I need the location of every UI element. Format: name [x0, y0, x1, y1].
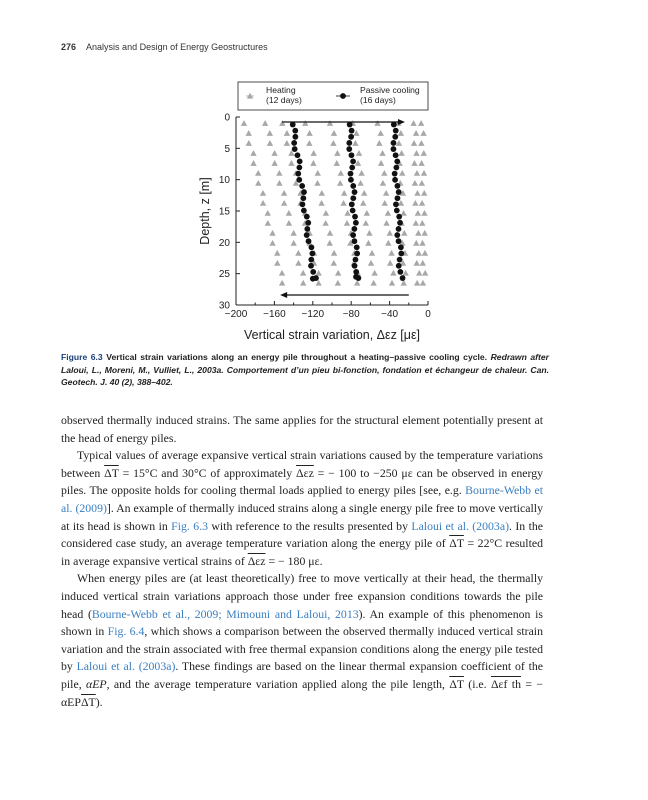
cooling-circle-point [306, 238, 312, 244]
figure-caption [61, 351, 549, 389]
cooling-circle-point [354, 244, 360, 250]
cooling-circle-point [392, 134, 398, 140]
heating-triangle-point [265, 220, 271, 226]
heating-triangle-point [335, 280, 341, 286]
heating-triangle-point [341, 190, 347, 196]
heating-triangle-point [291, 240, 297, 246]
heating-triangle-point [357, 180, 363, 186]
y-tick-label: 30 [218, 300, 230, 312]
heating-triangle-point [279, 270, 285, 276]
figure-source: Redrawn after Laloui, L., Moreni, M., Vulliet, L., 2003a. Comportement d’un pieu bi-fonction, fondation et échangeur de chaleur. Can. Geotech. J. 40 (2), 388–402. [61, 352, 549, 387]
cooling-circle-point [352, 214, 358, 220]
legend-heating-label: Heating [266, 85, 296, 95]
heating-triangle-point [361, 190, 367, 196]
cooling-circle-point [291, 140, 297, 146]
heating-triangle-point [414, 190, 420, 196]
heating-triangle-point [335, 270, 341, 276]
x-tick-label: −200 [224, 309, 248, 320]
heating-triangle-point [388, 250, 394, 256]
heating-triangle-point [340, 200, 346, 206]
heating-triangle-point [419, 180, 425, 186]
heating-triangle-point [315, 170, 321, 176]
cooling-circle-point [397, 257, 403, 263]
heating-triangle-point [322, 220, 328, 226]
y-tick-label: 20 [218, 237, 230, 249]
heating-triangle-point [306, 130, 312, 136]
text-run: = − αEP [61, 676, 543, 709]
cooling-circle-point [396, 238, 402, 244]
heating-triangle-point [370, 280, 376, 286]
cooling-circle-point [295, 152, 301, 158]
heating-triangle-point [378, 130, 384, 136]
citation-link[interactable]: Bourne-Webb et al. (2009) [61, 483, 544, 515]
heating-triangle-point [418, 120, 424, 126]
math-delta-t: $\overline{\Delta T}$ [104, 465, 119, 480]
heating-triangle-point [415, 230, 421, 236]
x-tick-label: −80 [342, 309, 360, 320]
heating-triangle-point [390, 270, 396, 276]
heating-triangle-point [250, 160, 256, 166]
heating-triangle-point [371, 270, 377, 276]
math-delta-eps: $\overline{\Delta\varepsilon z}$ [296, 465, 314, 480]
heating-triangle-point [281, 200, 287, 206]
heating-triangle-point [389, 280, 395, 286]
cooling-circle-point [300, 201, 306, 207]
cooling-circle-point [352, 189, 358, 195]
cooling-circle-point [353, 257, 359, 263]
cooling-circle-point [396, 263, 402, 269]
heating-triangle-point [327, 230, 333, 236]
page-number: 276 [61, 42, 77, 52]
body-text [61, 412, 543, 711]
heating-triangle-point [331, 130, 337, 136]
heating-triangle-point [365, 240, 371, 246]
heating-triangle-point [288, 160, 294, 166]
legend-cooling-days: (16 days) [360, 95, 396, 105]
cooling-circle-point [392, 177, 398, 183]
heating-triangle-point [327, 240, 333, 246]
cooling-circle-point [348, 134, 354, 140]
heating-triangle-point [246, 140, 252, 146]
cooling-circle-point [396, 226, 402, 232]
cooling-circle-point [396, 189, 402, 195]
cooling-circle-point [397, 220, 403, 226]
cooling-circle-point [304, 214, 310, 220]
cooling-circle-point [394, 208, 400, 214]
heating-triangle-point [398, 130, 404, 136]
y-tick-label: 0 [224, 112, 230, 124]
heating-triangle-point [380, 180, 386, 186]
paragraph-1: observed thermally induced strains. The same applies for the structural element potentially present at the head of energy piles. [61, 413, 543, 445]
cooling-circle-point [308, 263, 314, 269]
y-axis-label: Depth, z [m] [198, 177, 212, 245]
cooling-circle-point [348, 171, 354, 177]
heating-triangle-point [412, 180, 418, 186]
text-run: When energy piles are (at least theoretically) free to move vertically at their head, the thermally induced vertical strain variations approach those under free expansion conditions towards the pile head ( [61, 571, 543, 621]
cooling-circle-point [350, 183, 356, 189]
heating-triangle-point [286, 220, 292, 226]
heating-triangle-point [267, 130, 273, 136]
cooling-circle-point [295, 171, 301, 177]
cooling-circle-point [292, 128, 298, 134]
heating-triangle-point [331, 250, 337, 256]
heating-triangle-point [314, 180, 320, 186]
cooling-circle-point [346, 146, 352, 152]
citation-link[interactable]: Laloui et al. (2003a) [411, 518, 509, 533]
heating-triangle-point [279, 120, 285, 126]
cooling-circle-point [296, 177, 302, 183]
heating-triangle-point [276, 180, 282, 186]
heating-triangle-point [306, 140, 312, 146]
cooling-circle-point [310, 251, 316, 257]
heating-triangle-point [378, 160, 384, 166]
heating-triangle-point [310, 160, 316, 166]
cooling-circle-point [308, 257, 314, 263]
text-run: with reference to the results presented by [207, 518, 412, 533]
heating-triangle-point [255, 180, 261, 186]
heating-triangle-point [419, 240, 425, 246]
cooling-circle-point [352, 263, 358, 269]
figure-title: Vertical strain variations along an energy pile throughout a heating–passive cooling cycle. [106, 352, 488, 362]
heating-triangle-point [310, 150, 316, 156]
citation-link[interactable]: Bourne-Webb et al., 2009; Mimouni and Laloui, 2013 [91, 606, 359, 621]
x-tick-label: −40 [381, 309, 399, 320]
text-run: = − 180 με. [265, 553, 323, 568]
cooling-circle-point [393, 201, 399, 207]
heating-triangle-point [269, 240, 275, 246]
heating-triangle-point [411, 140, 417, 146]
heating-triangle-point [271, 150, 277, 156]
cooling-circle-point [309, 244, 315, 250]
heating-triangle-point [418, 140, 424, 146]
cooling-circle-point [398, 251, 404, 257]
heating-triangle-point [274, 250, 280, 256]
cooling-circle-point [393, 152, 399, 158]
heating-triangle-point [269, 230, 275, 236]
heating-triangle-point [290, 230, 296, 236]
citation-link[interactable]: Laloui et al. (2003a) [76, 659, 176, 674]
heating-triangle-point [420, 260, 426, 266]
heating-triangle-point [421, 210, 427, 216]
cooling-circle-point [350, 208, 356, 214]
cooling-circle-point [296, 165, 302, 171]
cooling-circle-point [346, 140, 352, 146]
heating-triangle-point [421, 150, 427, 156]
cooling-circle-point [301, 208, 307, 214]
math-delta-eps-f: Δεf th [490, 676, 521, 691]
heating-triangle-point [396, 140, 402, 146]
heating-triangle-point [368, 260, 374, 266]
text-run: Typical values of average expansive vertical strain variations caused by the temperature variations between [61, 448, 543, 480]
text-run: = 22°C resulted in average expansive vertical strains of [61, 536, 543, 568]
cooling-circle-point [393, 165, 399, 171]
text-run: = − 100 to −250 με can be observed in energy piles. The opposite holds for cooling thermal loads applied to energy piles [see, e.g. [61, 465, 543, 498]
heating-triangle-point [413, 220, 419, 226]
cooling-circle-point [350, 158, 356, 164]
heating-triangle-point [260, 200, 266, 206]
heating-triangle-point [381, 170, 387, 176]
legend-cooling-label: Passive cooling [360, 85, 420, 95]
heating-triangle-point [418, 160, 424, 166]
heating-triangle-point [410, 120, 416, 126]
y-tick-label: 25 [218, 269, 230, 281]
cooling-circle-point [304, 232, 310, 238]
heating-triangle-point [366, 230, 372, 236]
text-run: . In the considered case study, an average temperature variation along the energy pile of [61, 518, 543, 551]
cooling-circle-point [354, 251, 360, 257]
heating-triangle-point [385, 210, 391, 216]
x-tick-label: −160 [263, 309, 286, 320]
heating-triangle-point [360, 200, 366, 206]
cooling-circle-point [350, 232, 356, 238]
math-delta-eps: $\overline{\Delta\varepsilon z}$ [247, 553, 266, 568]
heating-triangle-point [383, 220, 389, 226]
figure-label: Figure 6.3 [61, 352, 103, 362]
legend-heating-days: (12 days) [266, 95, 302, 105]
text-run: , and the average temperature variation applied along the pile length, [106, 676, 450, 691]
heating-triangle-point [246, 130, 252, 136]
cooling-circle-point [394, 232, 400, 238]
heating-triangle-point [421, 190, 427, 196]
cooling-circle-point [391, 140, 397, 146]
figure-link[interactable]: Fig. 6.4 [107, 624, 145, 639]
y-tick-label: 15 [218, 206, 230, 218]
heating-triangle-point [422, 250, 428, 256]
figure-link[interactable]: Fig. 6.3 [171, 518, 208, 533]
cooling-circle-point [391, 146, 397, 152]
y-tick-label: 10 [218, 175, 230, 187]
heating-triangle-point [422, 270, 428, 276]
heating-triangle-point [376, 140, 382, 146]
math-alpha: αEP [86, 676, 107, 691]
heating-triangle-point [356, 150, 362, 156]
cooling-circle-point [305, 220, 311, 226]
heating-triangle-point [402, 270, 408, 276]
heating-triangle-point [318, 200, 324, 206]
cooling-circle-point [397, 269, 403, 275]
cooling-circle-point [292, 134, 298, 140]
heating-triangle-point [416, 250, 422, 256]
heating-triangle-point [414, 260, 420, 266]
heating-triangle-point [319, 190, 325, 196]
book-title: Analysis and Design of Energy Geostructures [86, 42, 268, 52]
heating-triangle-point [412, 200, 418, 206]
text-run: ). An example of this phenomenon is shown in [61, 606, 543, 639]
cooling-circle-point [300, 195, 306, 201]
heating-triangle-point [334, 150, 340, 156]
text-run: = 15°C and 30°C of approximately [118, 465, 297, 480]
heating-triangle-point [284, 140, 290, 146]
cooling-circle-point [352, 238, 358, 244]
heating-triangle-point [276, 170, 282, 176]
heating-triangle-point [419, 200, 425, 206]
heating-triangle-point [334, 160, 340, 166]
heating-triangle-point [315, 270, 321, 276]
heating-triangle-point [300, 270, 306, 276]
heating-triangle-point [420, 280, 426, 286]
heating-triangle-point [330, 140, 336, 146]
cooling-circle-point [353, 274, 359, 280]
cooling-circle-point [395, 195, 401, 201]
heating-triangle-point [331, 260, 337, 266]
cooling-circle-point [299, 183, 305, 189]
heating-triangle-point [302, 120, 308, 126]
plot-marks [241, 120, 429, 286]
cooling-circle-point [310, 276, 316, 282]
math-delta-t: $\overline{\Delta T}$ [449, 676, 464, 691]
cooling-circle-point [393, 128, 399, 134]
cooling-circle-point [394, 158, 400, 164]
heating-triangle-point [300, 280, 306, 286]
cooling-circle-point [353, 220, 359, 226]
heating-triangle-point [281, 190, 287, 196]
heating-triangle-point [267, 140, 273, 146]
heating-triangle-point [344, 220, 350, 226]
heating-triangle-point [358, 170, 364, 176]
math-delta-t: $\overline{\Delta T}$ [449, 536, 464, 551]
heating-triangle-point [260, 190, 266, 196]
heating-triangle-point [250, 150, 256, 156]
heating-triangle-point [262, 120, 268, 126]
heating-triangle-point [374, 120, 380, 126]
strain-depth-figure [0, 0, 648, 345]
heating-triangle-point [387, 230, 393, 236]
x-axis-label: Vertical strain variation, Δεz [με] [243, 328, 421, 342]
heating-triangle-point [323, 210, 329, 216]
heating-triangle-point [415, 210, 421, 216]
cooling-circle-point [398, 244, 404, 250]
heating-triangle-point [413, 240, 419, 246]
cooling-circle-point [392, 171, 398, 177]
cooling-circle-point [400, 275, 406, 281]
heating-triangle-point [271, 160, 277, 166]
math-delta-t: $\overline{\Delta T}$ [80, 694, 96, 709]
text-run: (i.e. [463, 676, 491, 691]
heating-triangle-point [414, 170, 420, 176]
legend [238, 82, 428, 110]
heating-triangle-point [420, 130, 426, 136]
heating-triangle-point [337, 180, 343, 186]
cooling-circle-point [396, 214, 402, 220]
cooling-circle-point [350, 195, 356, 201]
heating-triangle-point [413, 150, 419, 156]
cooling-trend-arrowhead [280, 292, 287, 298]
heating-triangle-point [379, 150, 385, 156]
heating-triangle-point [286, 210, 292, 216]
cooling-circle-point [310, 269, 316, 275]
cooling-circle-point [292, 146, 298, 152]
heating-triangle-point [327, 120, 333, 126]
cooling-circle-point [395, 183, 401, 189]
text-run: ]. An example of thermally induced strains along a single energy pile free to move vertically at its head is shown in [61, 500, 543, 533]
heating-triangle-point [416, 270, 422, 276]
heating-triangle-point [338, 170, 344, 176]
heating-triangle-point [421, 170, 427, 176]
text-run: ). [95, 694, 103, 709]
heating-triangle-point [419, 220, 425, 226]
heating-triangle-point [274, 260, 280, 266]
cooling-circle-point [348, 177, 354, 183]
heating-triangle-point [265, 210, 271, 216]
heating-triangle-point [398, 150, 404, 156]
x-tick-label: 0 [425, 309, 431, 320]
heating-trend-arrowhead [398, 119, 405, 125]
text-run: , which shows a comparison between the observed thermally induced vertical strain variation and the strain associated with free thermal expansion conditions along the energy pile tested by [61, 624, 543, 674]
cooling-circle-point [349, 201, 355, 207]
heating-triangle-point [369, 250, 375, 256]
heating-triangle-point [414, 280, 420, 286]
heating-triangle-point [284, 130, 290, 136]
x-tick-label: −120 [301, 309, 325, 320]
cooling-circle-point [349, 165, 355, 171]
heating-triangle-point [295, 260, 301, 266]
cooling-circle-point [351, 226, 357, 232]
heating-triangle-point [422, 230, 428, 236]
heating-triangle-point [401, 230, 407, 236]
heating-triangle-point [364, 210, 370, 216]
y-tick-label: 5 [224, 143, 230, 155]
heating-triangle-point [295, 250, 301, 256]
paragraph-2 [61, 447, 543, 570]
heating-triangle-point [279, 280, 285, 286]
heating-triangle-point [363, 220, 369, 226]
cooling-circle-point [349, 152, 355, 158]
cooling-circle-point [301, 189, 307, 195]
heating-triangle-point [399, 170, 405, 176]
heating-triangle-point [352, 140, 358, 146]
cooling-circle-point [297, 158, 303, 164]
cooling-circle-point [349, 128, 355, 134]
text-run: . These findings are based on the linear thermal expansion coefficient of the pile, [61, 659, 544, 691]
heating-triangle-point [387, 260, 393, 266]
heating-triangle-point [413, 130, 419, 136]
heating-triangle-point [411, 160, 417, 166]
heating-triangle-point [382, 200, 388, 206]
cooling-circle-point [304, 226, 310, 232]
paragraph-3 [61, 570, 543, 711]
heating-triangle-point [383, 190, 389, 196]
heating-triangle-point [255, 170, 261, 176]
heating-triangle-point [385, 240, 391, 246]
heating-triangle-point [241, 120, 247, 126]
